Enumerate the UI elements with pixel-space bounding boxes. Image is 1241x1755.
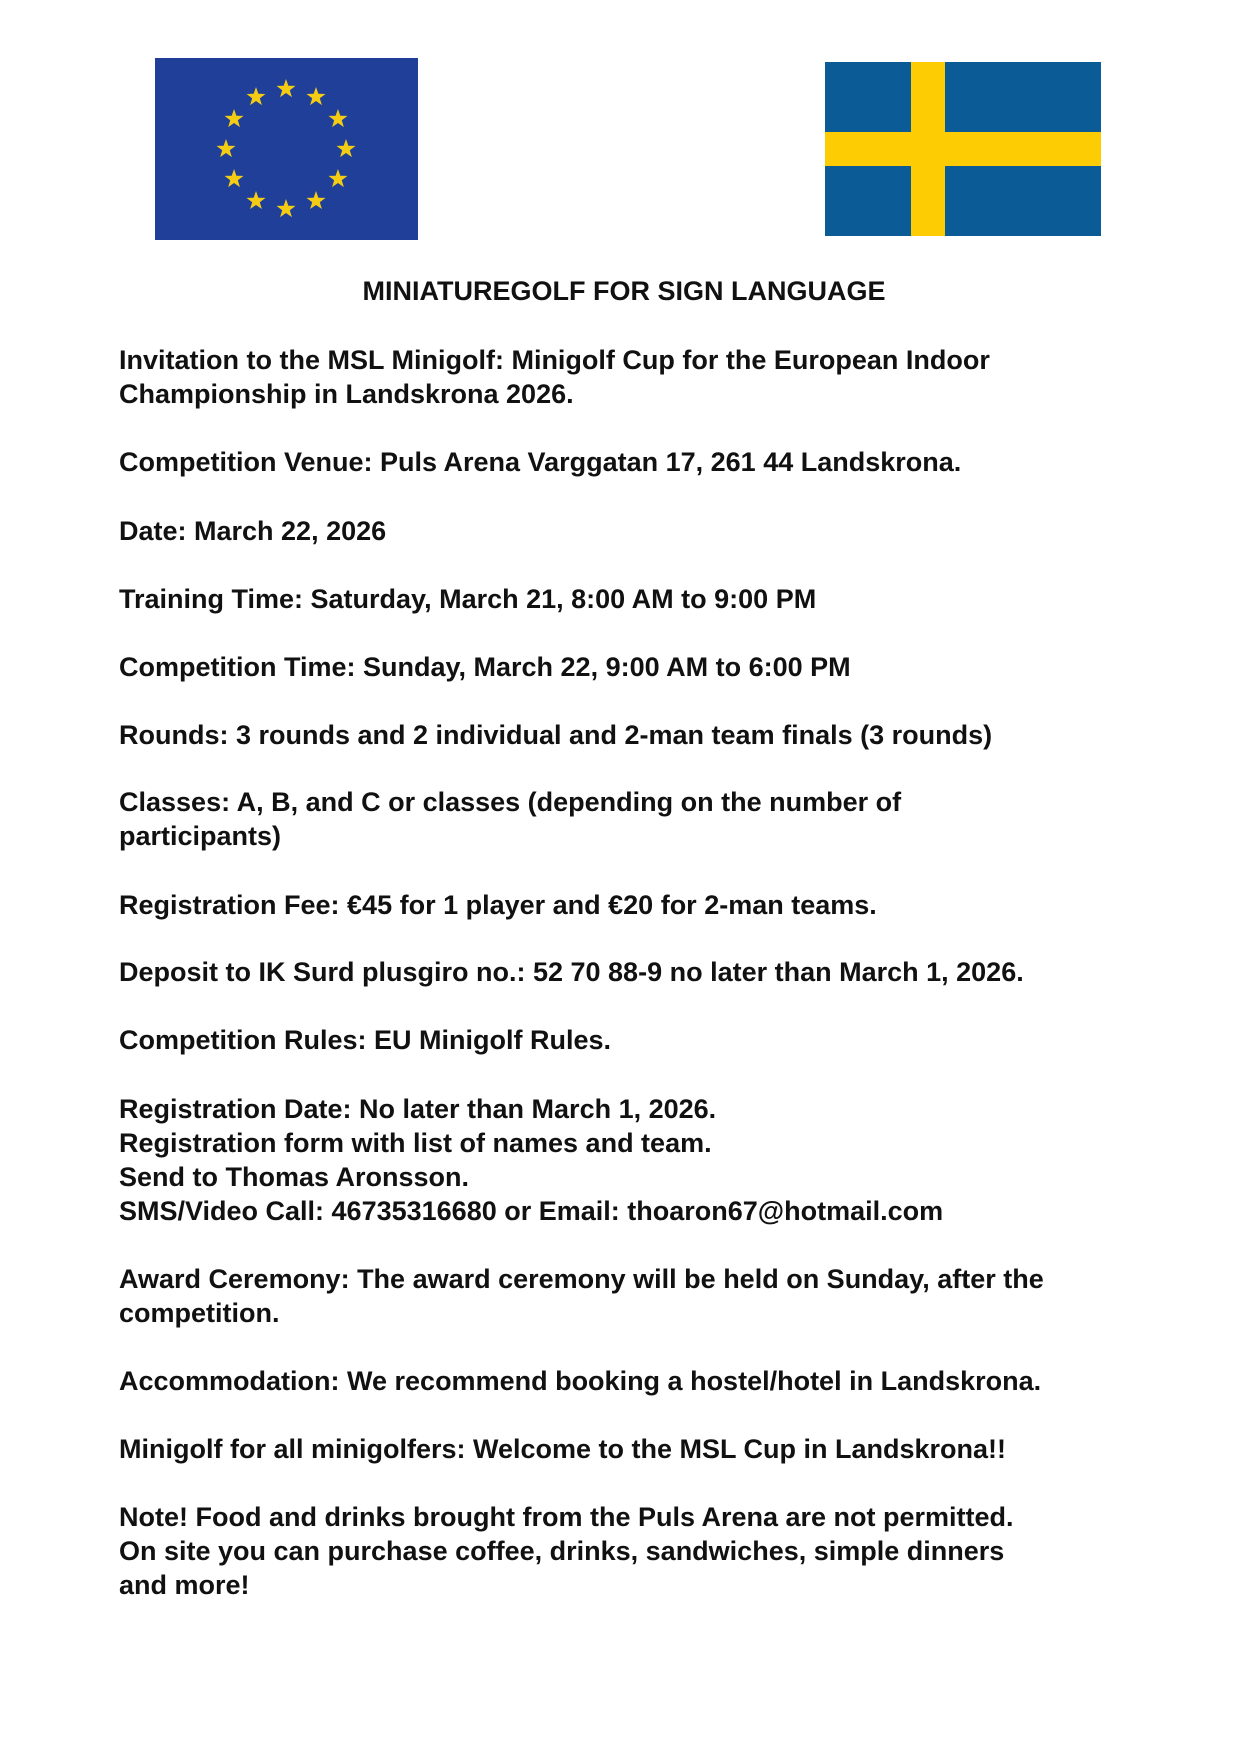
- document-title: MINIATUREGOLF FOR SIGN LANGUAGE: [362, 276, 886, 306]
- paragraph-classes: [119, 785, 1139, 853]
- paragraph-accommodation: [119, 1364, 1139, 1398]
- text-line: SMS/Video Call: 46735316680 or Email: thoaron67@hotmail.com: [119, 1196, 944, 1226]
- text-line: Rounds: 3 rounds and 2 individual and 2-man team finals (3 rounds): [119, 720, 993, 750]
- text-line: participants): [119, 821, 282, 851]
- paragraph-deposit: [119, 955, 1139, 989]
- text-line: Note! Food and drinks brought from the Puls Arena are not permitted.: [119, 1502, 1014, 1532]
- text-line: Competition Time: Sunday, March 22, 9:00 AM to 6:00 PM: [119, 652, 851, 682]
- text-line: On site you can purchase coffee, drinks, sandwiches, simple dinners: [119, 1536, 1005, 1566]
- eu-flag-icon: [155, 58, 418, 240]
- text-line: Deposit to IK Surd plusgiro no.: 52 70 88-9 no later than March 1, 2026.: [119, 957, 1024, 987]
- paragraph-rules: [119, 1023, 1139, 1057]
- paragraph-note: [119, 1500, 1139, 1602]
- paragraph-venue: [119, 445, 1139, 479]
- text-line: Registration Fee: €45 for 1 player and €20 for 2-man teams.: [119, 890, 877, 920]
- paragraph-rounds: [119, 718, 1139, 752]
- text-line: competition.: [119, 1298, 280, 1328]
- text-line: Championship in Landskrona 2026.: [119, 379, 574, 409]
- sweden-flag-cross-horizontal: [825, 132, 1101, 166]
- text-line: Classes: A, B, and C or classes (depending on the number of: [119, 787, 902, 817]
- paragraph-welcome: [119, 1432, 1139, 1466]
- paragraph-award-ceremony: [119, 1262, 1139, 1330]
- text-line: Minigolf for all minigolfers: Welcome to the MSL Cup in Landskrona!!: [119, 1434, 1007, 1464]
- paragraph-competition-time: [119, 650, 1139, 684]
- text-line: Award Ceremony: The award ceremony will be held on Sunday, after the: [119, 1264, 1044, 1294]
- text-line: and more!: [119, 1570, 250, 1600]
- text-line: Date: March 22, 2026: [119, 516, 387, 546]
- text-line: Registration form with list of names and team.: [119, 1128, 712, 1158]
- text-line: Send to Thomas Aronsson.: [119, 1162, 470, 1192]
- paragraph-invitation: [119, 343, 1139, 411]
- text-line: Competition Rules: EU Minigolf Rules.: [119, 1025, 611, 1055]
- paragraph-training-time: [119, 582, 1139, 616]
- text-line: Registration Date: No later than March 1, 2026.: [119, 1094, 717, 1124]
- paragraph-registration-fee: [119, 888, 1139, 922]
- paragraph-registration-date: [119, 1092, 1139, 1228]
- sweden-flag-icon: [825, 62, 1101, 236]
- paragraph-date: [119, 514, 1139, 548]
- text-line: Training Time: Saturday, March 21, 8:00 AM to 9:00 PM: [119, 584, 817, 614]
- text-line: Competition Venue: Puls Arena Varggatan 17, 261 44 Landskrona.: [119, 447, 962, 477]
- text-line: Invitation to the MSL Minigolf: Minigolf Cup for the European Indoor: [119, 345, 990, 375]
- text-line: Accommodation: We recommend booking a hostel/hotel in Landskrona.: [119, 1366, 1042, 1396]
